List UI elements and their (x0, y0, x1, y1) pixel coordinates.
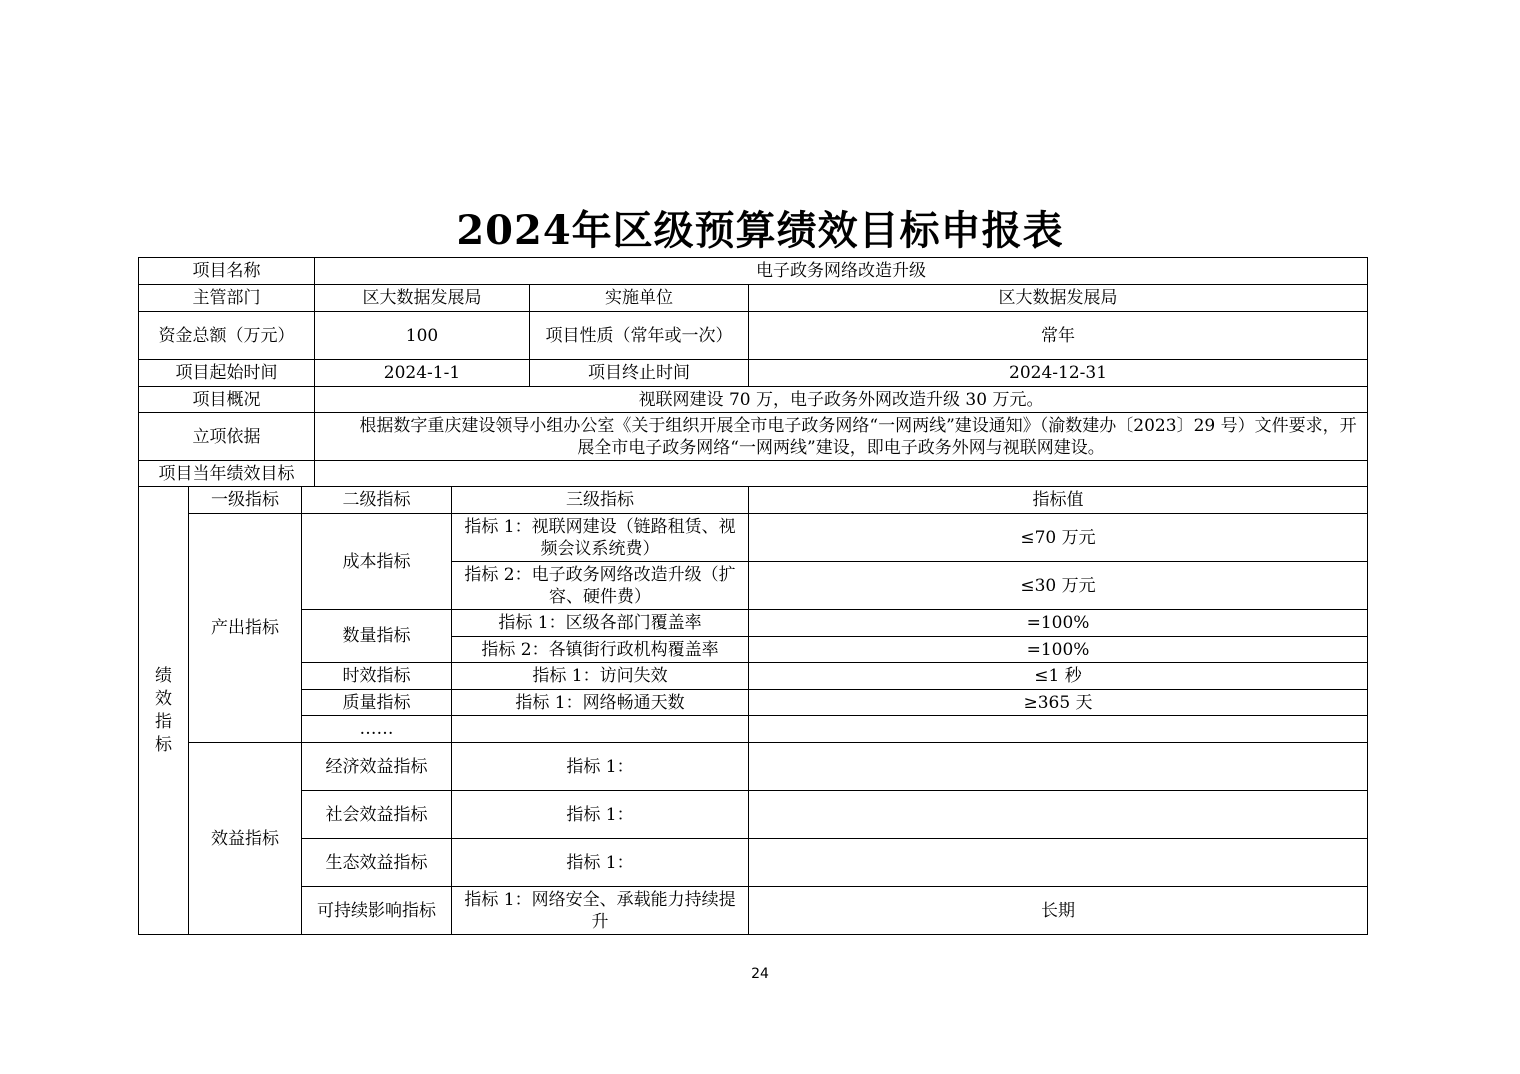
row-dates (139, 360, 1368, 387)
row-basis (139, 413, 1368, 461)
annual-goal-value (315, 461, 1368, 487)
project-nature-label: 项目性质（常年或一次） (530, 312, 749, 360)
department-label: 主管部门 (139, 285, 315, 312)
cost-indicator-2-value: ≤30 万元 (749, 562, 1368, 610)
row-funds (139, 312, 1368, 360)
basis-value: 根据数字重庆建设领导小组办公室《关于组织开展全市电子政务网络“一网两线”建设通知》（渝数建办〔2023〕29 号）文件要求，开展全市电子政务网络“一网两线”建设，即电子政务外网与视联网建设。 (315, 413, 1368, 461)
cost-indicators-label: 成本指标 (302, 514, 452, 610)
header-level1: 一级指标 (189, 487, 302, 514)
implementing-unit-value: 区大数据发展局 (749, 285, 1368, 312)
economic-benefit-indicator-1: 指标 1： (452, 743, 749, 791)
table-row (139, 610, 1368, 637)
start-time-value: 2024-1-1 (315, 360, 530, 387)
funds-label: 资金总额（万元） (139, 312, 315, 360)
output-ellipsis-name (452, 716, 749, 743)
economic-benefit-label: 经济效益指标 (302, 743, 452, 791)
quantity-indicator-2-value: =100% (749, 637, 1368, 663)
page-number: 24 (751, 966, 769, 982)
indicators-side-label (139, 487, 189, 935)
header-level3: 三级指标 (452, 487, 749, 514)
social-benefit-value (749, 791, 1368, 839)
project-name-label: 项目名称 (139, 258, 315, 285)
sustainable-impact-label: 可持续影响指标 (302, 887, 452, 935)
quantity-indicator-1: 指标 1：区级各部门覆盖率 (452, 610, 749, 637)
department-value: 区大数据发展局 (315, 285, 530, 312)
table-row (139, 839, 1368, 887)
table-row (139, 514, 1368, 562)
start-time-label: 项目起始时间 (139, 360, 315, 387)
quality-indicator-1: 指标 1：网络畅通天数 (452, 690, 749, 716)
ecological-benefit-value (749, 839, 1368, 887)
output-ellipsis: …… (302, 716, 452, 743)
overview-value: 视联网建设 70 万，电子政务外网改造升级 30 万元。 (315, 387, 1368, 413)
output-indicators-label: 产出指标 (189, 514, 302, 743)
sustainable-impact-value: 长期 (749, 887, 1368, 935)
row-department (139, 285, 1368, 312)
project-nature-value: 常年 (749, 312, 1368, 360)
row-project-name (139, 258, 1368, 285)
timeliness-indicators-label: 时效指标 (302, 663, 452, 690)
row-indicator-headers (139, 487, 1368, 514)
table-row (139, 791, 1368, 839)
header-level2: 二级指标 (302, 487, 452, 514)
table-row (139, 690, 1368, 716)
end-time-label: 项目终止时间 (530, 360, 749, 387)
table-row (139, 743, 1368, 791)
quality-indicator-1-value: ≥365 天 (749, 690, 1368, 716)
implementing-unit-label: 实施单位 (530, 285, 749, 312)
row-annual-goal (139, 461, 1368, 487)
benefit-indicators-label: 效益指标 (189, 743, 302, 935)
cost-indicator-1: 指标 1：视联网建设（链路租赁、视频会议系统费） (452, 514, 749, 562)
table-row (139, 716, 1368, 743)
quantity-indicators-label: 数量指标 (302, 610, 452, 663)
table-row (139, 887, 1368, 935)
funds-value: 100 (315, 312, 530, 360)
basis-label: 立项依据 (139, 413, 315, 461)
page-title: 2024年区级预算绩效目标申报表 (456, 207, 1064, 254)
ecological-benefit-label: 生态效益指标 (302, 839, 452, 887)
cost-indicator-2: 指标 2：电子政务网络改造升级（扩容、硬件费） (452, 562, 749, 610)
annual-goal-label: 项目当年绩效目标 (139, 461, 315, 487)
ecological-benefit-indicator-1: 指标 1： (452, 839, 749, 887)
timeliness-indicator-1-value: ≤1 秒 (749, 663, 1368, 690)
economic-benefit-value (749, 743, 1368, 791)
quality-indicators-label: 质量指标 (302, 690, 452, 716)
cost-indicator-1-value: ≤70 万元 (749, 514, 1368, 562)
table-row (139, 663, 1368, 690)
sustainable-impact-indicator-1: 指标 1：网络安全、承载能力持续提升 (452, 887, 749, 935)
project-name-value: 电子政务网络改造升级 (315, 258, 1368, 285)
output-ellipsis-value (749, 716, 1368, 743)
header-value: 指标值 (749, 487, 1368, 514)
indicators-side-text: 绩效指标 (155, 665, 172, 755)
quantity-indicator-2: 指标 2：各镇街行政机构覆盖率 (452, 637, 749, 663)
row-overview (139, 387, 1368, 413)
end-time-value: 2024-12-31 (749, 360, 1368, 387)
timeliness-indicator-1: 指标 1：访问失效 (452, 663, 749, 690)
overview-label: 项目概况 (139, 387, 315, 413)
budget-performance-form (138, 257, 1368, 935)
quantity-indicator-1-value: =100% (749, 610, 1368, 637)
social-benefit-label: 社会效益指标 (302, 791, 452, 839)
social-benefit-indicator-1: 指标 1： (452, 791, 749, 839)
